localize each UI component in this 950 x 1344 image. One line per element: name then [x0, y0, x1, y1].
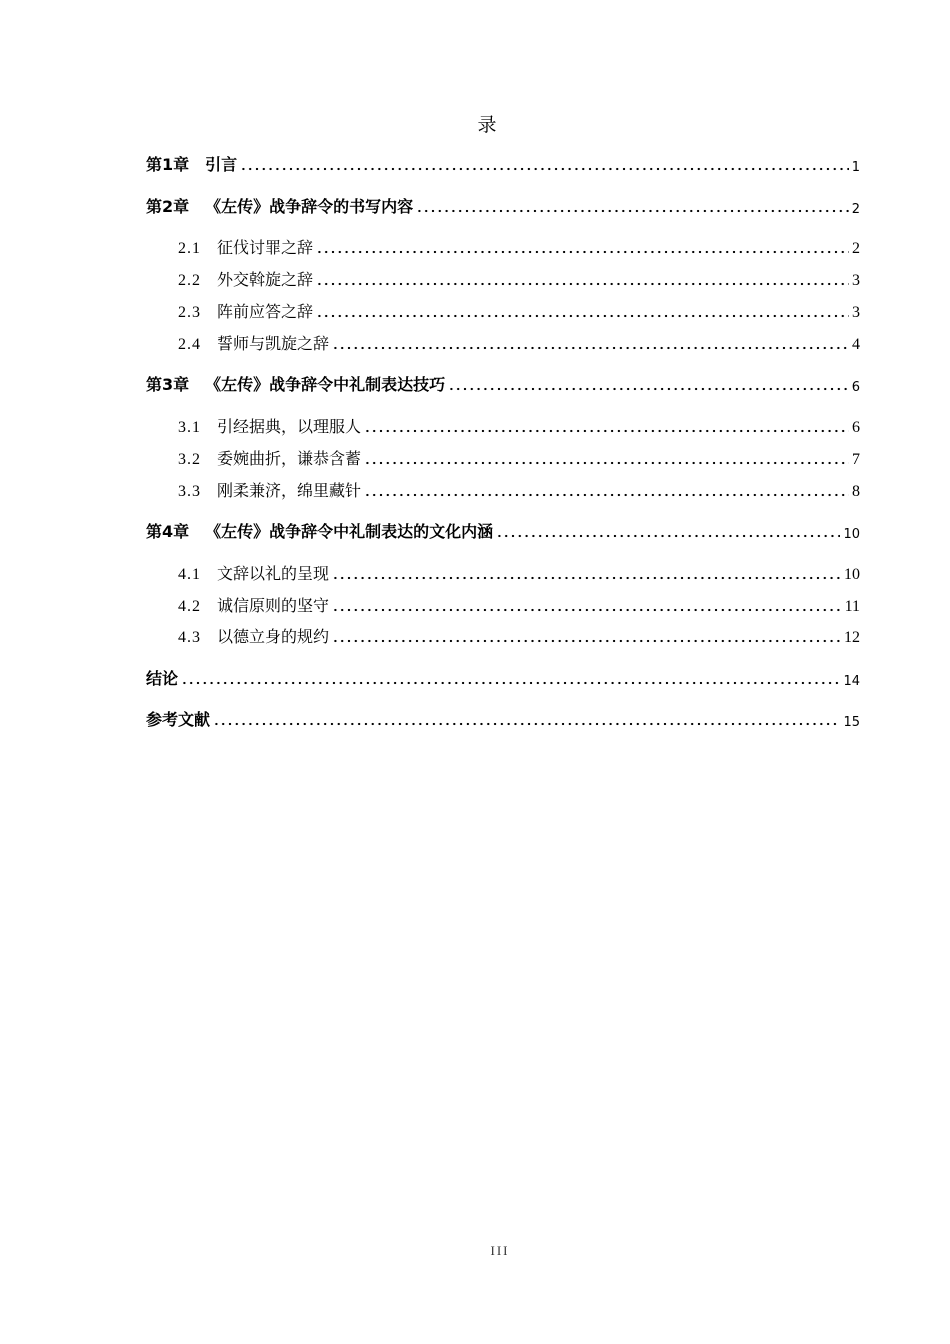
- toc-entry-number: 3.1: [178, 419, 201, 436]
- toc-entry-title: 《左传》战争辞令中礼制表达的文化内涵: [205, 522, 494, 541]
- toc-entry-title: 参考文献: [146, 710, 211, 729]
- toc-entry-page: 12: [844, 629, 860, 646]
- dot-leader: [416, 209, 849, 213]
- toc-entry-number: 4.1: [178, 566, 201, 583]
- dot-leader: [213, 722, 840, 726]
- toc-entry-title: 以德立身的规约: [217, 627, 330, 646]
- toc-entry-page: 10: [843, 527, 860, 542]
- dot-leader: [316, 314, 849, 318]
- dot-leader: [364, 493, 849, 497]
- dot-leader: [332, 639, 841, 643]
- dot-leader: [181, 681, 840, 685]
- toc-entry-section-4-1[interactable]: [178, 560, 860, 584]
- toc-entry-number: 3.2: [178, 451, 201, 468]
- toc-entry-references[interactable]: [146, 706, 860, 730]
- toc-entry-page: 7: [852, 451, 860, 468]
- dot-leader: [332, 576, 841, 580]
- toc-entry-number: 第4章: [146, 522, 190, 541]
- toc-entry-title: 《左传》战争辞令中礼制表达技巧: [205, 375, 446, 394]
- dot-leader: [496, 534, 840, 538]
- toc-entry-page: 2: [852, 240, 860, 257]
- toc-entry-title: 外交斡旋之辞: [217, 270, 314, 289]
- toc-entry-page: 6: [852, 419, 860, 436]
- toc-entry-number: 4.3: [178, 629, 201, 646]
- dot-leader: [240, 167, 849, 171]
- toc-entry-section-2-3[interactable]: [178, 298, 860, 322]
- toc-entry-number: 第3章: [146, 375, 190, 394]
- toc-entry-number: 4.2: [178, 598, 201, 615]
- toc-entry-section-4-2[interactable]: [178, 592, 860, 616]
- toc-entry-number: 2.1: [178, 240, 201, 257]
- toc-entry-title: 诚信原则的坚守: [217, 596, 330, 615]
- toc-entry-chapter-1[interactable]: [146, 151, 860, 175]
- toc-entry-conclusion[interactable]: [146, 665, 860, 689]
- toc-title: 录: [477, 114, 497, 136]
- toc-entry-page: 11: [844, 598, 860, 615]
- toc-entry-title: 委婉曲折，谦恭含蓄: [217, 449, 362, 468]
- toc-entry-number: 2.3: [178, 304, 201, 321]
- dot-leader: [332, 608, 842, 612]
- toc-entry-page: 4: [852, 336, 860, 353]
- toc-entry-title: 《左传》战争辞令的书写内容: [205, 197, 414, 216]
- toc-entry-number: 第1章: [146, 155, 190, 174]
- toc-entry-section-2-1[interactable]: [178, 234, 860, 258]
- toc-entry-page: 2: [851, 202, 860, 217]
- toc-entry-page: 3: [852, 304, 860, 321]
- dot-leader: [448, 387, 849, 391]
- toc-entry-title: 刚柔兼济，绵里藏针: [217, 481, 362, 500]
- toc-entry-title: 结论: [146, 669, 179, 688]
- toc-entry-title: 文辞以礼的呈现: [217, 564, 330, 583]
- toc-entry-page: 14: [843, 674, 860, 689]
- toc-entry-title: 征伐讨罪之辞: [217, 238, 314, 257]
- toc-entry-page: 1: [851, 160, 860, 175]
- toc-entry-title: 引言: [205, 155, 238, 174]
- dot-leader: [364, 461, 849, 465]
- dot-leader: [316, 282, 849, 286]
- toc-entry-title: 引经据典，以理服人: [217, 417, 362, 436]
- toc-entry-page: 10: [844, 566, 860, 583]
- toc-entry-number: 3.3: [178, 483, 201, 500]
- toc-entry-number: 2.4: [178, 336, 201, 353]
- table-of-contents: [146, 0, 860, 1344]
- toc-entry-chapter-4[interactable]: [146, 518, 860, 542]
- toc-entry-number: 2.2: [178, 272, 201, 289]
- toc-entry-section-3-2[interactable]: [178, 445, 860, 469]
- toc-entry-title: 誓师与凯旋之辞: [217, 334, 330, 353]
- toc-entry-chapter-3[interactable]: [146, 371, 860, 395]
- toc-entry-number: 第2章: [146, 197, 190, 216]
- dot-leader: [364, 429, 849, 433]
- dot-leader: [332, 346, 849, 350]
- toc-entry-page: 6: [851, 380, 860, 395]
- toc-entry-title: 阵前应答之辞: [217, 302, 314, 321]
- toc-entry-section-3-3[interactable]: [178, 477, 860, 501]
- toc-entry-page: 15: [843, 715, 860, 730]
- toc-entry-section-2-4[interactable]: [178, 330, 860, 354]
- toc-entry-section-3-1[interactable]: [178, 413, 860, 437]
- toc-entry-chapter-2[interactable]: [146, 193, 860, 217]
- toc-entry-page: 3: [852, 272, 860, 289]
- toc-entry-page: 8: [852, 483, 860, 500]
- toc-entry-section-4-3[interactable]: [178, 623, 860, 647]
- toc-entry-section-2-2[interactable]: [178, 266, 860, 290]
- footer-page-number: III: [490, 1243, 510, 1258]
- dot-leader: [316, 250, 849, 254]
